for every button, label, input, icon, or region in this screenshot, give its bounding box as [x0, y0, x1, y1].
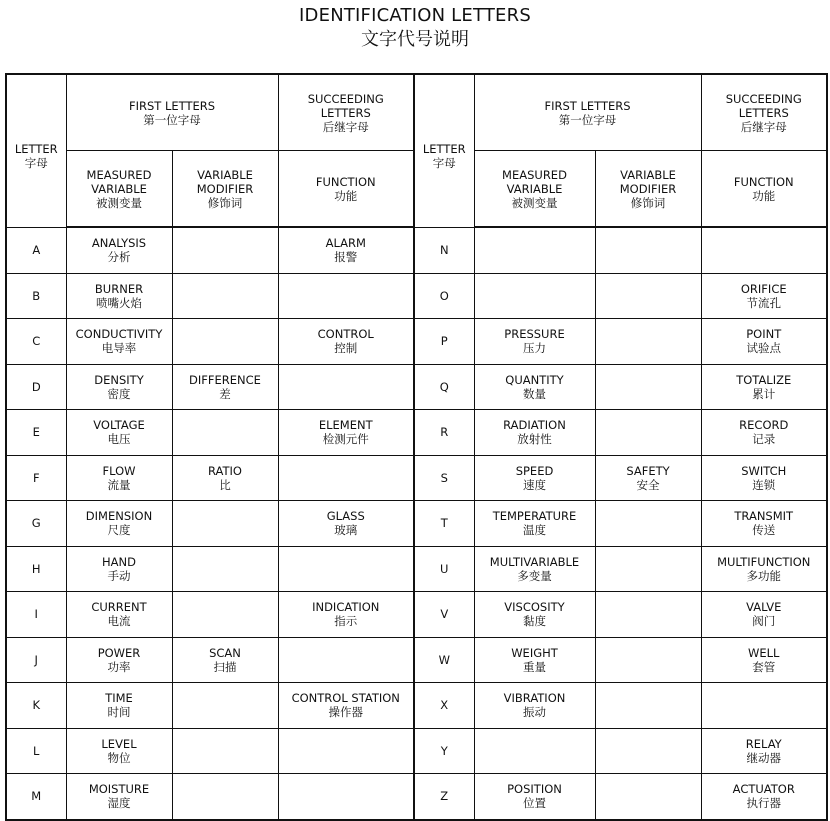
function-cell	[701, 273, 827, 319]
measured-cell	[474, 546, 595, 592]
letter-header-label-zh: 字母	[432, 155, 456, 170]
succeeding-letters-label: SUCCEEDING LETTERS	[307, 91, 384, 120]
function-cell	[278, 501, 414, 547]
table-row	[6, 774, 827, 820]
measured-text: CONDUCTIVITY	[75, 327, 163, 342]
measured-text: LEVEL	[101, 736, 137, 751]
function-text-zh: 报警	[334, 250, 358, 265]
first-letters-label: FIRST LETTERS	[544, 98, 631, 113]
succeeding-letters-header-left	[278, 74, 414, 151]
measured-cell	[474, 774, 595, 820]
function-text: VALVE	[746, 600, 782, 615]
table-row	[6, 501, 827, 547]
function-cell	[701, 546, 827, 592]
measured-text-zh: 数量	[523, 386, 546, 401]
measured-text-zh: 手动	[107, 568, 131, 583]
measured-text: POSITION	[507, 782, 562, 797]
function-text: GLASS	[326, 509, 365, 524]
modifier-cell	[172, 774, 278, 820]
function-text-zh: 玻璃	[334, 523, 358, 538]
variable-modifier-label: VARIABLE MODIFIER	[196, 167, 254, 196]
function-text-zh: 累计	[752, 386, 776, 401]
table-row	[6, 592, 827, 638]
letter-cell: C	[6, 319, 66, 365]
letter-cell: Q	[414, 364, 474, 410]
table-row	[6, 546, 827, 592]
modifier-cell	[595, 364, 701, 410]
function-cell	[701, 455, 827, 501]
function-header-right	[701, 151, 827, 228]
function-text: CONTROL STATION	[291, 691, 400, 706]
function-cell	[701, 774, 827, 820]
succeeding-letters-label: SUCCEEDING LETTERS	[725, 91, 802, 120]
measured-text: TEMPERATURE	[492, 509, 577, 524]
measured-text: WEIGHT	[511, 645, 558, 660]
first-letters-label: FIRST LETTERS	[128, 98, 216, 113]
measured-variable-header-left	[66, 151, 172, 228]
measured-text: VISCOSITY	[504, 600, 565, 615]
function-text: ELEMENT	[318, 418, 373, 433]
measured-text-zh: 分析	[107, 250, 131, 265]
modifier-cell	[172, 364, 278, 410]
function-text-zh: 多功能	[746, 568, 781, 583]
function-text-zh: 指示	[334, 614, 358, 629]
measured-cell	[474, 728, 595, 774]
modifier-text: DIFFERENCE	[189, 372, 261, 387]
measured-cell	[66, 637, 172, 683]
measured-cell	[66, 592, 172, 638]
measured-variable-label: MEASURED VARIABLE	[502, 167, 567, 196]
letter-cell: A	[6, 227, 66, 273]
function-cell	[278, 410, 414, 456]
measured-cell	[66, 728, 172, 774]
measured-cell	[474, 501, 595, 547]
measured-text: DENSITY	[94, 372, 144, 387]
function-cell	[278, 319, 414, 365]
letter-cell: S	[414, 455, 474, 501]
first-letters-label-zh: 第一位字母	[143, 112, 201, 127]
measured-text: RADIATION	[503, 418, 566, 433]
function-text: SWITCH	[741, 463, 787, 478]
table-row	[6, 364, 827, 410]
function-cell	[278, 455, 414, 501]
modifier-text-zh: 差	[219, 386, 231, 401]
page-title-chinese: 文字代号说明	[361, 29, 469, 50]
measured-text-zh: 放射性	[517, 432, 552, 447]
function-cell	[701, 683, 827, 729]
measured-cell	[66, 546, 172, 592]
measured-text-zh: 黏度	[523, 614, 546, 629]
function-text: INDICATION	[312, 600, 380, 615]
letter-cell: N	[414, 227, 474, 273]
letter-cell: E	[6, 410, 66, 456]
modifier-cell	[595, 501, 701, 547]
measured-cell	[474, 592, 595, 638]
succeeding-letters-header-right	[701, 74, 827, 151]
measured-text: VIBRATION	[503, 691, 566, 706]
function-text-zh: 控制	[334, 341, 358, 356]
measured-text: FLOW	[102, 463, 136, 478]
measured-text: MOISTURE	[88, 782, 150, 797]
function-cell	[701, 410, 827, 456]
measured-text-zh: 振动	[523, 705, 546, 720]
function-cell	[701, 637, 827, 683]
letter-cell: Z	[414, 774, 474, 820]
modifier-cell	[172, 455, 278, 501]
first-letters-label-zh: 第一位字母	[558, 112, 617, 127]
measured-text: SPEED	[515, 463, 554, 478]
function-label-zh: 功能	[334, 188, 358, 203]
modifier-cell	[172, 728, 278, 774]
letter-cell: J	[6, 637, 66, 683]
function-text: ORIFICE	[740, 281, 787, 296]
letter-cell: M	[6, 774, 66, 820]
function-cell	[701, 728, 827, 774]
modifier-text: SAFETY	[626, 463, 670, 478]
variable-modifier-label-zh: 修饰词	[207, 195, 243, 210]
letter-cell: F	[6, 455, 66, 501]
measured-text: MULTIVARIABLE	[489, 554, 580, 569]
measured-cell	[66, 501, 172, 547]
measured-cell	[66, 410, 172, 456]
function-text-zh: 节流孔	[746, 295, 781, 310]
modifier-cell	[595, 683, 701, 729]
table-row	[6, 455, 827, 501]
modifier-cell	[172, 546, 278, 592]
measured-cell	[66, 364, 172, 410]
measured-text: QUANTITY	[505, 372, 564, 387]
modifier-cell	[595, 227, 701, 273]
function-cell	[278, 546, 414, 592]
measured-cell	[66, 227, 172, 273]
succeeding-letters-label-zh: 后继字母	[740, 119, 787, 134]
measured-cell	[66, 273, 172, 319]
measured-text-zh: 时间	[107, 705, 131, 720]
measured-text: CURRENT	[91, 600, 147, 615]
table-row	[6, 227, 827, 273]
letter-cell: X	[414, 683, 474, 729]
letter-cell: T	[414, 501, 474, 547]
modifier-cell	[172, 683, 278, 729]
variable-modifier-label: VARIABLE MODIFIER	[619, 167, 677, 196]
modifier-cell	[595, 455, 701, 501]
measured-cell	[474, 683, 595, 729]
measured-cell	[66, 319, 172, 365]
modifier-text: RATIO	[208, 463, 242, 478]
modifier-cell	[172, 592, 278, 638]
function-text: POINT	[746, 327, 782, 342]
letter-cell: Y	[414, 728, 474, 774]
modifier-cell	[172, 227, 278, 273]
modifier-text: SCAN	[209, 645, 241, 660]
measured-text-zh: 物位	[107, 750, 131, 765]
modifier-cell	[595, 774, 701, 820]
measured-text-zh: 流量	[107, 477, 131, 492]
letter-cell: L	[6, 728, 66, 774]
measured-cell	[66, 455, 172, 501]
modifier-cell	[172, 273, 278, 319]
table-row	[6, 273, 827, 319]
function-text: MULTIFUNCTION	[717, 554, 811, 569]
table-row	[6, 728, 827, 774]
function-text-zh: 检测元件	[322, 432, 369, 447]
letter-cell: H	[6, 546, 66, 592]
function-label: FUNCTION	[733, 174, 794, 189]
measured-text-zh: 多变量	[517, 568, 552, 583]
letter-cell: R	[414, 410, 474, 456]
measured-text-zh: 电导率	[101, 341, 137, 356]
modifier-cell	[172, 410, 278, 456]
function-cell	[701, 319, 827, 365]
measured-variable-label: MEASURED VARIABLE	[86, 167, 152, 196]
function-cell	[278, 592, 414, 638]
measured-cell	[66, 683, 172, 729]
measured-cell	[474, 637, 595, 683]
function-label: FUNCTION	[315, 174, 376, 189]
header-row-top	[6, 74, 827, 151]
measured-text-zh: 电流	[107, 614, 131, 629]
measured-cell	[474, 410, 595, 456]
measured-variable-label-zh: 被测变量	[96, 195, 142, 210]
letter-cell: B	[6, 273, 66, 319]
measured-cell	[66, 774, 172, 820]
table-row	[6, 683, 827, 729]
table-row	[6, 319, 827, 365]
function-text-zh: 传送	[752, 523, 776, 538]
letter-header-label-zh: 字母	[24, 155, 48, 170]
modifier-cell	[172, 637, 278, 683]
modifier-cell	[595, 319, 701, 365]
function-text: RELAY	[745, 736, 782, 751]
function-cell	[701, 501, 827, 547]
measured-text: HAND	[102, 554, 136, 569]
measured-cell	[474, 273, 595, 319]
letter-header-left	[6, 74, 66, 227]
first-letters-header-left	[66, 74, 278, 151]
modifier-cell	[172, 319, 278, 365]
function-text: TRANSMIT	[734, 509, 794, 524]
measured-text: VOLTAGE	[93, 418, 145, 433]
function-text-zh: 套管	[752, 659, 776, 674]
function-text: CONTROL	[317, 327, 374, 342]
variable-modifier-header-left	[172, 151, 278, 228]
modifier-text-zh: 比	[219, 477, 231, 492]
measured-text: BURNER	[94, 281, 144, 296]
function-cell	[701, 364, 827, 410]
letter-cell: K	[6, 683, 66, 729]
function-cell	[278, 774, 414, 820]
measured-text-zh: 位置	[523, 796, 546, 811]
first-letters-header-right	[474, 74, 701, 151]
measured-text: ANALYSIS	[91, 236, 147, 251]
function-cell	[701, 592, 827, 638]
function-cell	[278, 364, 414, 410]
measured-variable-label-zh: 被测变量	[511, 195, 558, 210]
function-label-zh: 功能	[752, 188, 776, 203]
measured-text-zh: 功率	[107, 659, 131, 674]
letter-cell: W	[414, 637, 474, 683]
measured-cell	[474, 364, 595, 410]
measured-text: TIME	[105, 691, 133, 706]
measured-cell	[474, 227, 595, 273]
function-cell	[278, 683, 414, 729]
modifier-cell	[595, 637, 701, 683]
measured-variable-header-right	[474, 151, 595, 228]
function-text: ACTUATOR	[732, 782, 795, 797]
function-cell	[278, 227, 414, 273]
measured-text-zh: 尺度	[107, 523, 131, 538]
modifier-cell	[595, 273, 701, 319]
function-cell	[701, 227, 827, 273]
modifier-cell	[595, 546, 701, 592]
page-title: IDENTIFICATION LETTERS	[299, 5, 531, 26]
succeeding-letters-label-zh: 后继字母	[322, 119, 369, 134]
measured-text-zh: 速度	[523, 477, 546, 492]
measured-cell	[474, 455, 595, 501]
function-text: RECORD	[739, 418, 789, 433]
variable-modifier-label-zh: 修饰词	[630, 195, 666, 210]
function-text-zh: 记录	[752, 432, 776, 447]
measured-text-zh: 湿度	[107, 796, 131, 811]
function-cell	[278, 637, 414, 683]
measured-text-zh: 密度	[107, 386, 131, 401]
function-text: ALARM	[325, 236, 366, 251]
measured-text: PRESSURE	[504, 327, 565, 342]
function-text-zh: 操作器	[328, 705, 363, 720]
letter-cell: U	[414, 546, 474, 592]
modifier-cell	[595, 728, 701, 774]
measured-text: DIMENSION	[85, 509, 153, 524]
function-text-zh: 试验点	[746, 341, 781, 356]
function-text: WELL	[748, 645, 780, 660]
letter-header-label: LETTER	[14, 141, 58, 156]
function-cell	[278, 273, 414, 319]
measured-cell	[474, 319, 595, 365]
function-text-zh: 连锁	[752, 477, 776, 492]
measured-text-zh: 重量	[523, 659, 546, 674]
modifier-cell	[172, 501, 278, 547]
letter-cell: D	[6, 364, 66, 410]
modifier-text-zh: 扫描	[213, 659, 237, 674]
letter-header-right	[414, 74, 474, 227]
table-row	[6, 410, 827, 456]
letter-header-label: LETTER	[422, 141, 466, 156]
modifier-cell	[595, 410, 701, 456]
measured-text-zh: 喷嘴火焰	[96, 295, 142, 310]
modifier-cell	[595, 592, 701, 638]
modifier-text-zh: 安全	[636, 477, 660, 492]
variable-modifier-header-right	[595, 151, 701, 228]
table-row	[6, 637, 827, 683]
letter-cell: I	[6, 592, 66, 638]
function-text-zh: 阀门	[752, 614, 776, 629]
measured-text: POWER	[97, 645, 141, 660]
identification-letters-table	[5, 73, 828, 821]
function-text-zh: 继动器	[746, 750, 781, 765]
function-header-left	[278, 151, 414, 228]
letter-cell: P	[414, 319, 474, 365]
function-text-zh: 执行器	[746, 796, 781, 811]
function-text: TOTALIZE	[736, 372, 792, 387]
function-cell	[278, 728, 414, 774]
measured-text-zh: 电压	[107, 432, 131, 447]
letter-cell: O	[414, 273, 474, 319]
measured-text-zh: 压力	[523, 341, 546, 356]
measured-text-zh: 温度	[523, 523, 546, 538]
letter-cell: G	[6, 501, 66, 547]
letter-cell: V	[414, 592, 474, 638]
